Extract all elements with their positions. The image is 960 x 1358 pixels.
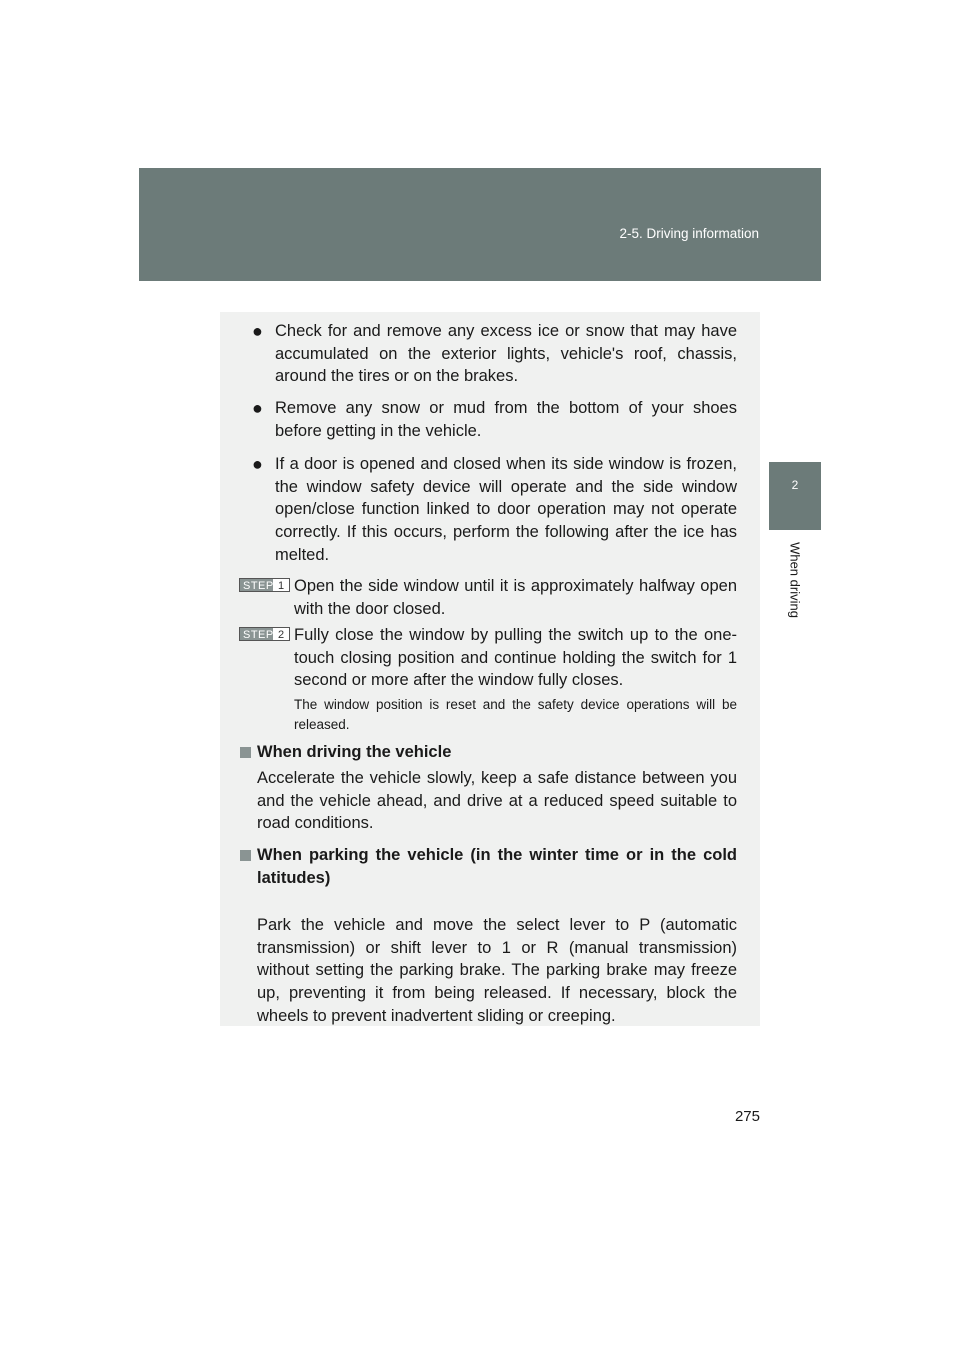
step-label: STEP — [240, 579, 273, 591]
step-number: 2 — [277, 629, 285, 641]
step-text: Open the side window until it is approximately halfway open with the door closed. — [294, 577, 737, 618]
bullet-text: If a door is opened and closed when its side window is frozen, the window safety device will operate and the side window open/close function linked to door operation may not operate correctly. If this occurs, perform the following after the ice has melted. — [275, 455, 737, 564]
step-badge — [239, 578, 290, 592]
step-number: 1 — [277, 580, 285, 592]
step-label: STEP — [240, 628, 273, 640]
section-heading: When driving the vehicle — [257, 743, 452, 761]
section-heading: When parking the vehicle (in the winter time or in the cold latitudes) — [257, 846, 737, 887]
section-marker-icon — [240, 747, 251, 758]
section-body: Park the vehicle and move the select lever to P (automatic transmission) or shift lever to 1 or R (manual transmission) without setting the parking brake. The parking brake may freeze up, preventing it from being released. If necessary, block the wheels to prevent inadvertent sliding or creeping. — [257, 916, 737, 1025]
chapter-number: 2 — [791, 478, 799, 492]
section-body: Accelerate the vehicle slowly, keep a safe distance between you and the vehicle ahead, and drive at a reduced speed suitable to road conditions. — [257, 769, 737, 833]
bullet-text: Check for and remove any excess ice or snow that may have accumulated on the exterior lights, vehicle's roof, chassis, around the tires or on the brakes. — [275, 322, 737, 386]
step-badge — [239, 627, 290, 641]
header-band — [139, 168, 821, 281]
step-text: Fully close the window by pulling the switch up to the one-touch closing position and continue holding the switch for 1 second or more after the window fully closes. — [294, 626, 737, 690]
bullet-text: Remove any snow or mud from the bottom of your shoes before getting in the vehicle. — [275, 399, 737, 440]
bullet-icon: ● — [252, 321, 263, 341]
bullet-icon: ● — [252, 398, 263, 418]
chapter-tab — [769, 462, 821, 530]
chapter-name: When driving — [787, 542, 803, 618]
section-title: 2-5. Driving information — [619, 226, 759, 241]
bullet-icon: ● — [252, 454, 263, 474]
section-marker-icon — [240, 850, 251, 861]
side-band — [769, 281, 821, 1358]
page-number: 275 — [734, 1108, 760, 1125]
step-note: The window position is reset and the safety device operations will be released. — [294, 697, 737, 732]
